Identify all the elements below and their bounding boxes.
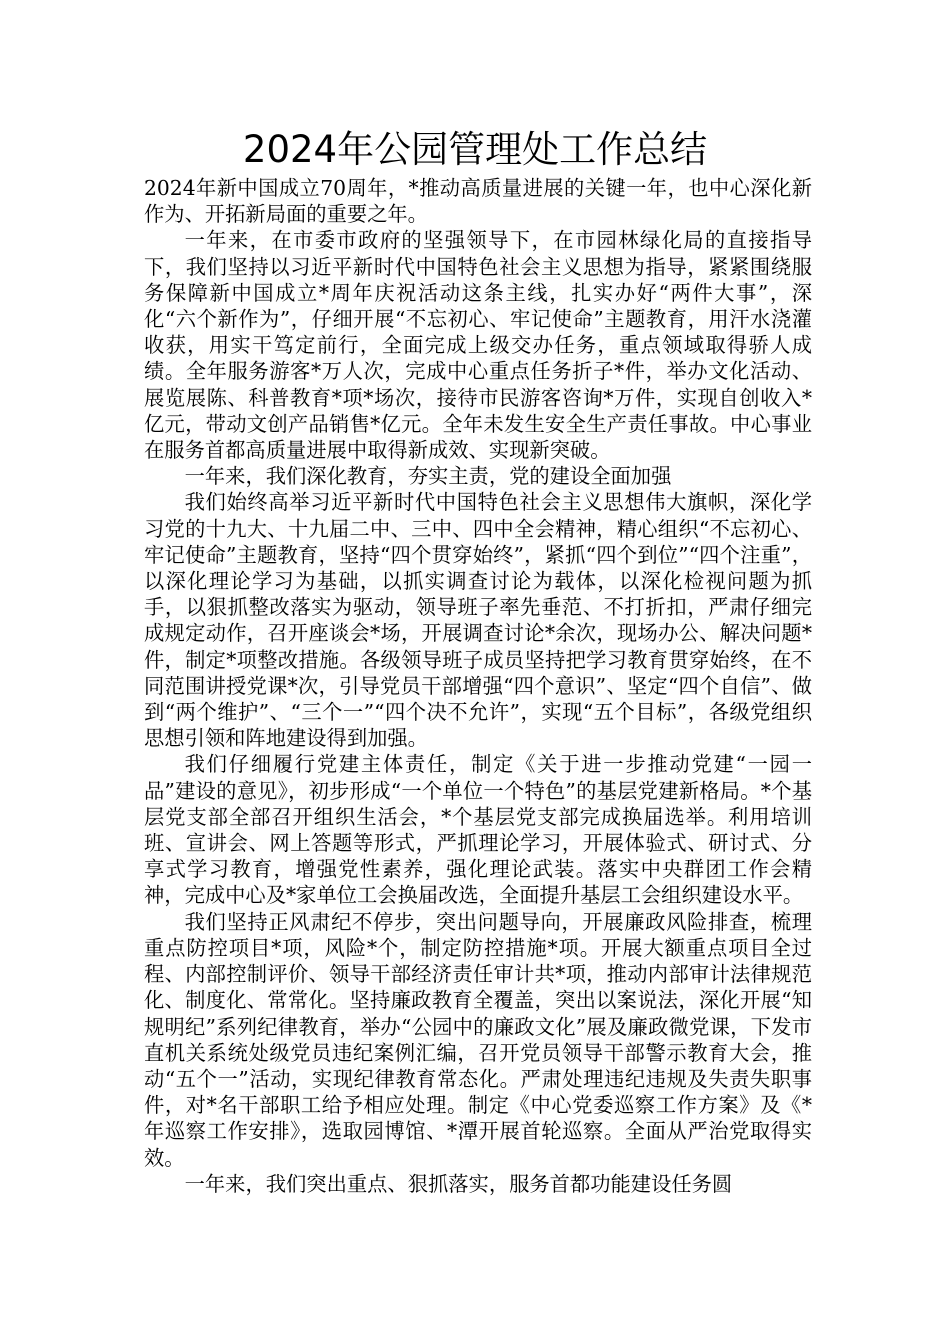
paragraph: 一年来，我们突出重点、狠抓落实，服务首都功能建设任务圆 (184, 1171, 733, 1196)
document-title: 2024年公园管理处工作总结 (242, 128, 708, 171)
section-heading: 一年来，我们深化教育，夯实主责，党的建设全面加强 (184, 464, 672, 489)
paragraph: 我们始终高举习近平新时代中国特色社会主义思想伟大旗帜，深化学习党的十九大、十九届二中、三中、四中全会精神，精心组织“不忘初心、牢记使命”主题教育，坚持“四个贯穿始终”，紧抓“四个到位”“四个注重”，以深化理论学习为基础，以抓实调查讨论为载体，以深化检视问题为抓手，以狠抓整改落实为驱动，领导班子率先垂范、不打折扣，严肃仔细完成规定动作，召开座谈会*场，开展调查讨论*余次，现场办公、解决问题*件，制定*项整改措施。各级领导班子成员坚持把学习教育贯穿始终，在不同范围讲授党课*次，引导党员干部增强“四个意识”、坚定“四个自信”、做到“两个维护”、“三个一”“四个决不允许”，实现“五个目标”，各级党组织思想引领和阵地建设得到加强。 (144, 490, 812, 751)
document-body (144, 175, 812, 1197)
paragraph: 我们仔细履行党建主体责任，制定《关于进一步推动党建“一园一品”建设的意见》，初步形成“一个单位一个特色”的基层党建新格局。*个基层党支部全部召开组织生活会，*个基层党支部完成换届选举。利用培训班、宣讲会、网上答题等形式，严抓理论学习，开展体验式、研讨式、分享式学习教育，增强党性素养，强化理论武装。落实中央群团工作会精神，完成中心及*家单位工会换届改选，全面提升基层工会组织建设水平。 (144, 752, 812, 908)
paragraph: 2024年新中国成立70周年，*推动高质量进展的关键一年，也中心深化新作为、开拓新局面的重要之年。 (144, 176, 812, 227)
paragraph: 一年来，在市委市政府的坚强领导下，在市园林绿化局的直接指导下，我们坚持以习近平新时代中国特色社会主义思想为指导，紧紧围绕服务保障新中国成立*周年庆祝活动这条主线，扎实办好“两件大事”，深化“六个新作为”，仔细开展“不忘初心、牢记使命”主题教育，用汗水浇灌收获，用实干笃定前行，全面完成上级交办任务，重点领域取得骄人成绩。全年服务游客*万人次，完成中心重点任务折子*件，举办文化活动、展览展陈、科普教育*项*场次，接待市民游客咨询*万件，实现自创收入*亿元，带动文创产品销售*亿元。全年未发生安全生产责任事故。中心事业在服务首都高质量进展中取得新成效、实现新突破。 (144, 228, 812, 463)
paragraph: 我们坚持正风肃纪不停步，突出问题导向，开展廉政风险排查，梳理重点防控项目*项，风险*个，制定防控措施*项。开展大额重点项目全过程、内部控制评价、领导干部经济责任审计共*项，推动内部审计法律规范化、制度化、常常化。坚持廉政教育全覆盖，突出以案说法，深化开展“知规明纪”系列纪律教育，举办“公园中的廉政文化”展及廉政微党课，下发市直机关系统处级党员违纪案例汇编，召开党员领导干部警示教育大会，推动“五个一”活动，实现纪律教育常态化。严肃处理违纪违规及失责失职事件，对*名干部职工给予相应处理。制定《中心党委巡察工作方案》及《*年巡察工作安排》，选取园博馆、*潭开展首轮巡察。全面从严治党取得实效。 (144, 909, 812, 1170)
